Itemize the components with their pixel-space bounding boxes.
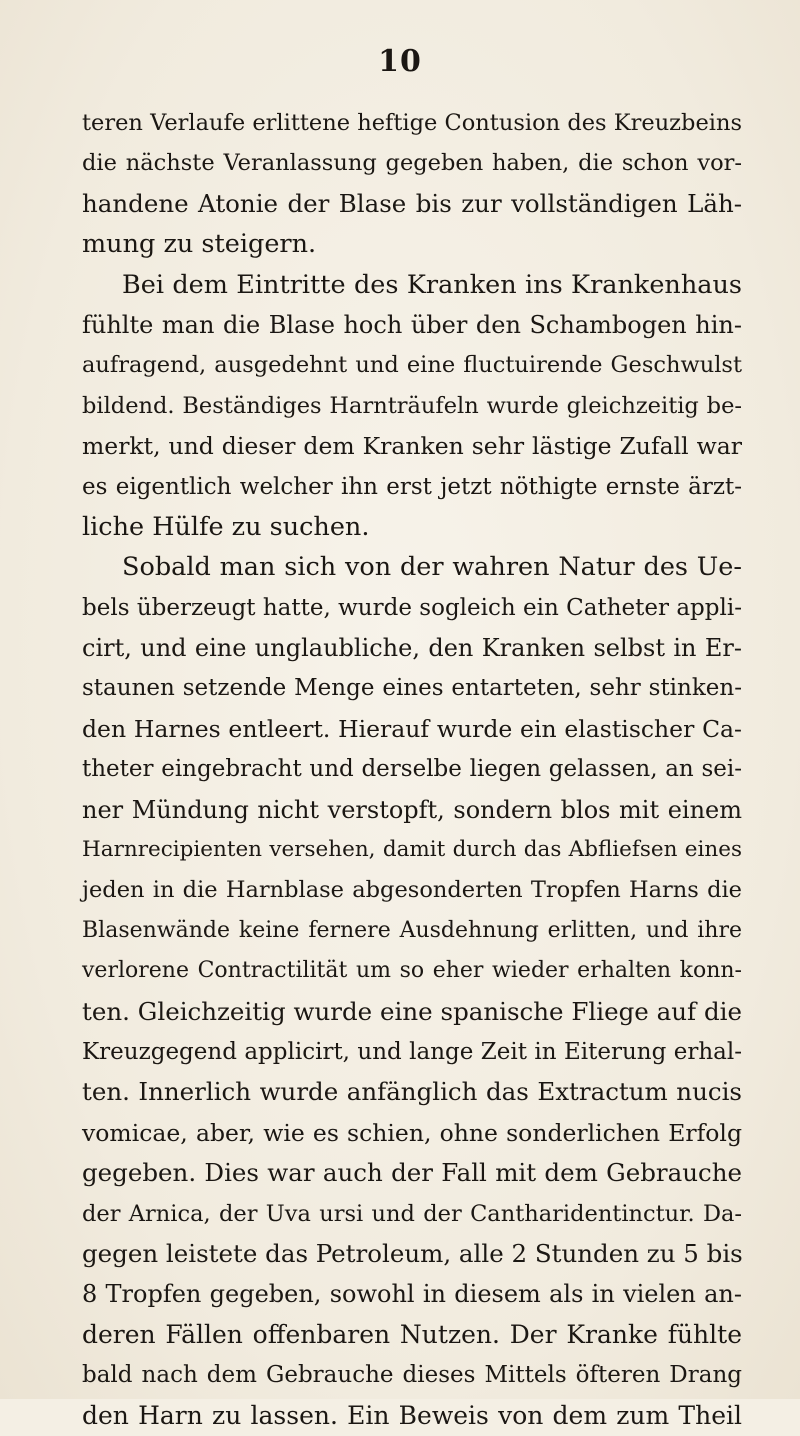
- text-line: 8 Tropfen gegeben, sowohl in diesem als in vielen an-: [82, 1280, 742, 1309]
- text-line: staunen setzende Menge eines entarteten, sehr stinken-: [82, 675, 742, 702]
- text-line: vomicae, aber, wie es schien, ohne sonderlichen Erfolg: [82, 1118, 742, 1147]
- text-line: ten. Gleichzeitig wurde eine spanische Fliege auf die: [82, 996, 742, 1026]
- text-line: ten. Innerlich wurde anfänglich das Extractum nucis: [82, 1077, 742, 1107]
- text-line: Sobald man sich von der wahren Natur des Ue-: [122, 552, 742, 583]
- text-line: Bei dem Eintritte des Kranken ins Krankenhaus: [122, 269, 742, 300]
- text-line: gegeben. Dies war auch der Fall mit dem Gebrauche: [82, 1158, 742, 1188]
- text-line: der Arnica, der Uva ursi und der Cantharidentinctur. Da-: [82, 1200, 742, 1227]
- body-text: [82, 103, 742, 1436]
- text-line: die nächste Veranlassung gegeben haben, die schon vor-: [82, 150, 742, 177]
- text-line: Blasenwände keine fernere Ausdehnung erlitten, und ihre: [82, 917, 742, 943]
- text-line: handene Atonie der Blase bis zur vollständigen Läh-: [82, 188, 742, 218]
- text-line: liche Hülfe zu suchen.: [82, 511, 370, 542]
- text-line: bald nach dem Gebrauche dieses Mittels öfteren Drang: [82, 1362, 742, 1389]
- text-line: jeden in die Harnblase abgesonderten Tropfen Harns die: [82, 877, 742, 904]
- text-line: gegen leistete das Petroleum, alle 2 Stunden zu 5 bis: [82, 1238, 743, 1268]
- text-line: theter eingebracht und derselbe liegen gelassen, an sei-: [82, 756, 742, 783]
- text-line: den Harnes entleert. Hierauf wurde ein elastischer Ca-: [82, 714, 742, 743]
- text-line: Harnrecipienten versehen, damit durch das Abfliefsen eines: [82, 837, 742, 863]
- text-line: cirt, und eine unglaubliche, den Kranken selbst in Er-: [82, 634, 742, 663]
- text-line: Kreuzgegend applicirt, und lange Zeit in Eiterung erhal-: [82, 1038, 742, 1065]
- text-line: deren Fällen offenbaren Nutzen. Der Kranke fühlte: [82, 1319, 742, 1349]
- text-line: fühlte man die Blase hoch über den Schambogen hin-: [82, 310, 742, 339]
- text-line: bildend. Beständiges Harnträufeln wurde gleichzeitig be-: [82, 392, 742, 419]
- text-line: den Harn zu lassen. Ein Beweis von dem zum Theil: [82, 1400, 742, 1430]
- text-line: verlorene Contractilität um so eher wieder erhalten konn-: [82, 958, 742, 984]
- text-line: aufragend, ausgedehnt und eine fluctuirende Geschwulst: [82, 352, 742, 379]
- text-line: teren Verlaufe erlittene heftige Contusion des Kreuzbeins: [82, 110, 742, 136]
- text-line: merkt, und dieser dem Kranken sehr lästige Zufall war: [82, 432, 742, 461]
- text-line: bels überzeugt hatte, wurde sogleich ein Catheter appli-: [82, 594, 742, 621]
- text-line: ner Mündung nicht verstopft, sondern blos mit einem: [82, 795, 742, 824]
- page-number: 10: [378, 44, 422, 79]
- text-line: mung zu steigern.: [82, 229, 317, 260]
- text-line: es eigentlich welcher ihn erst jetzt nöthigte ernste ärzt-: [82, 473, 742, 500]
